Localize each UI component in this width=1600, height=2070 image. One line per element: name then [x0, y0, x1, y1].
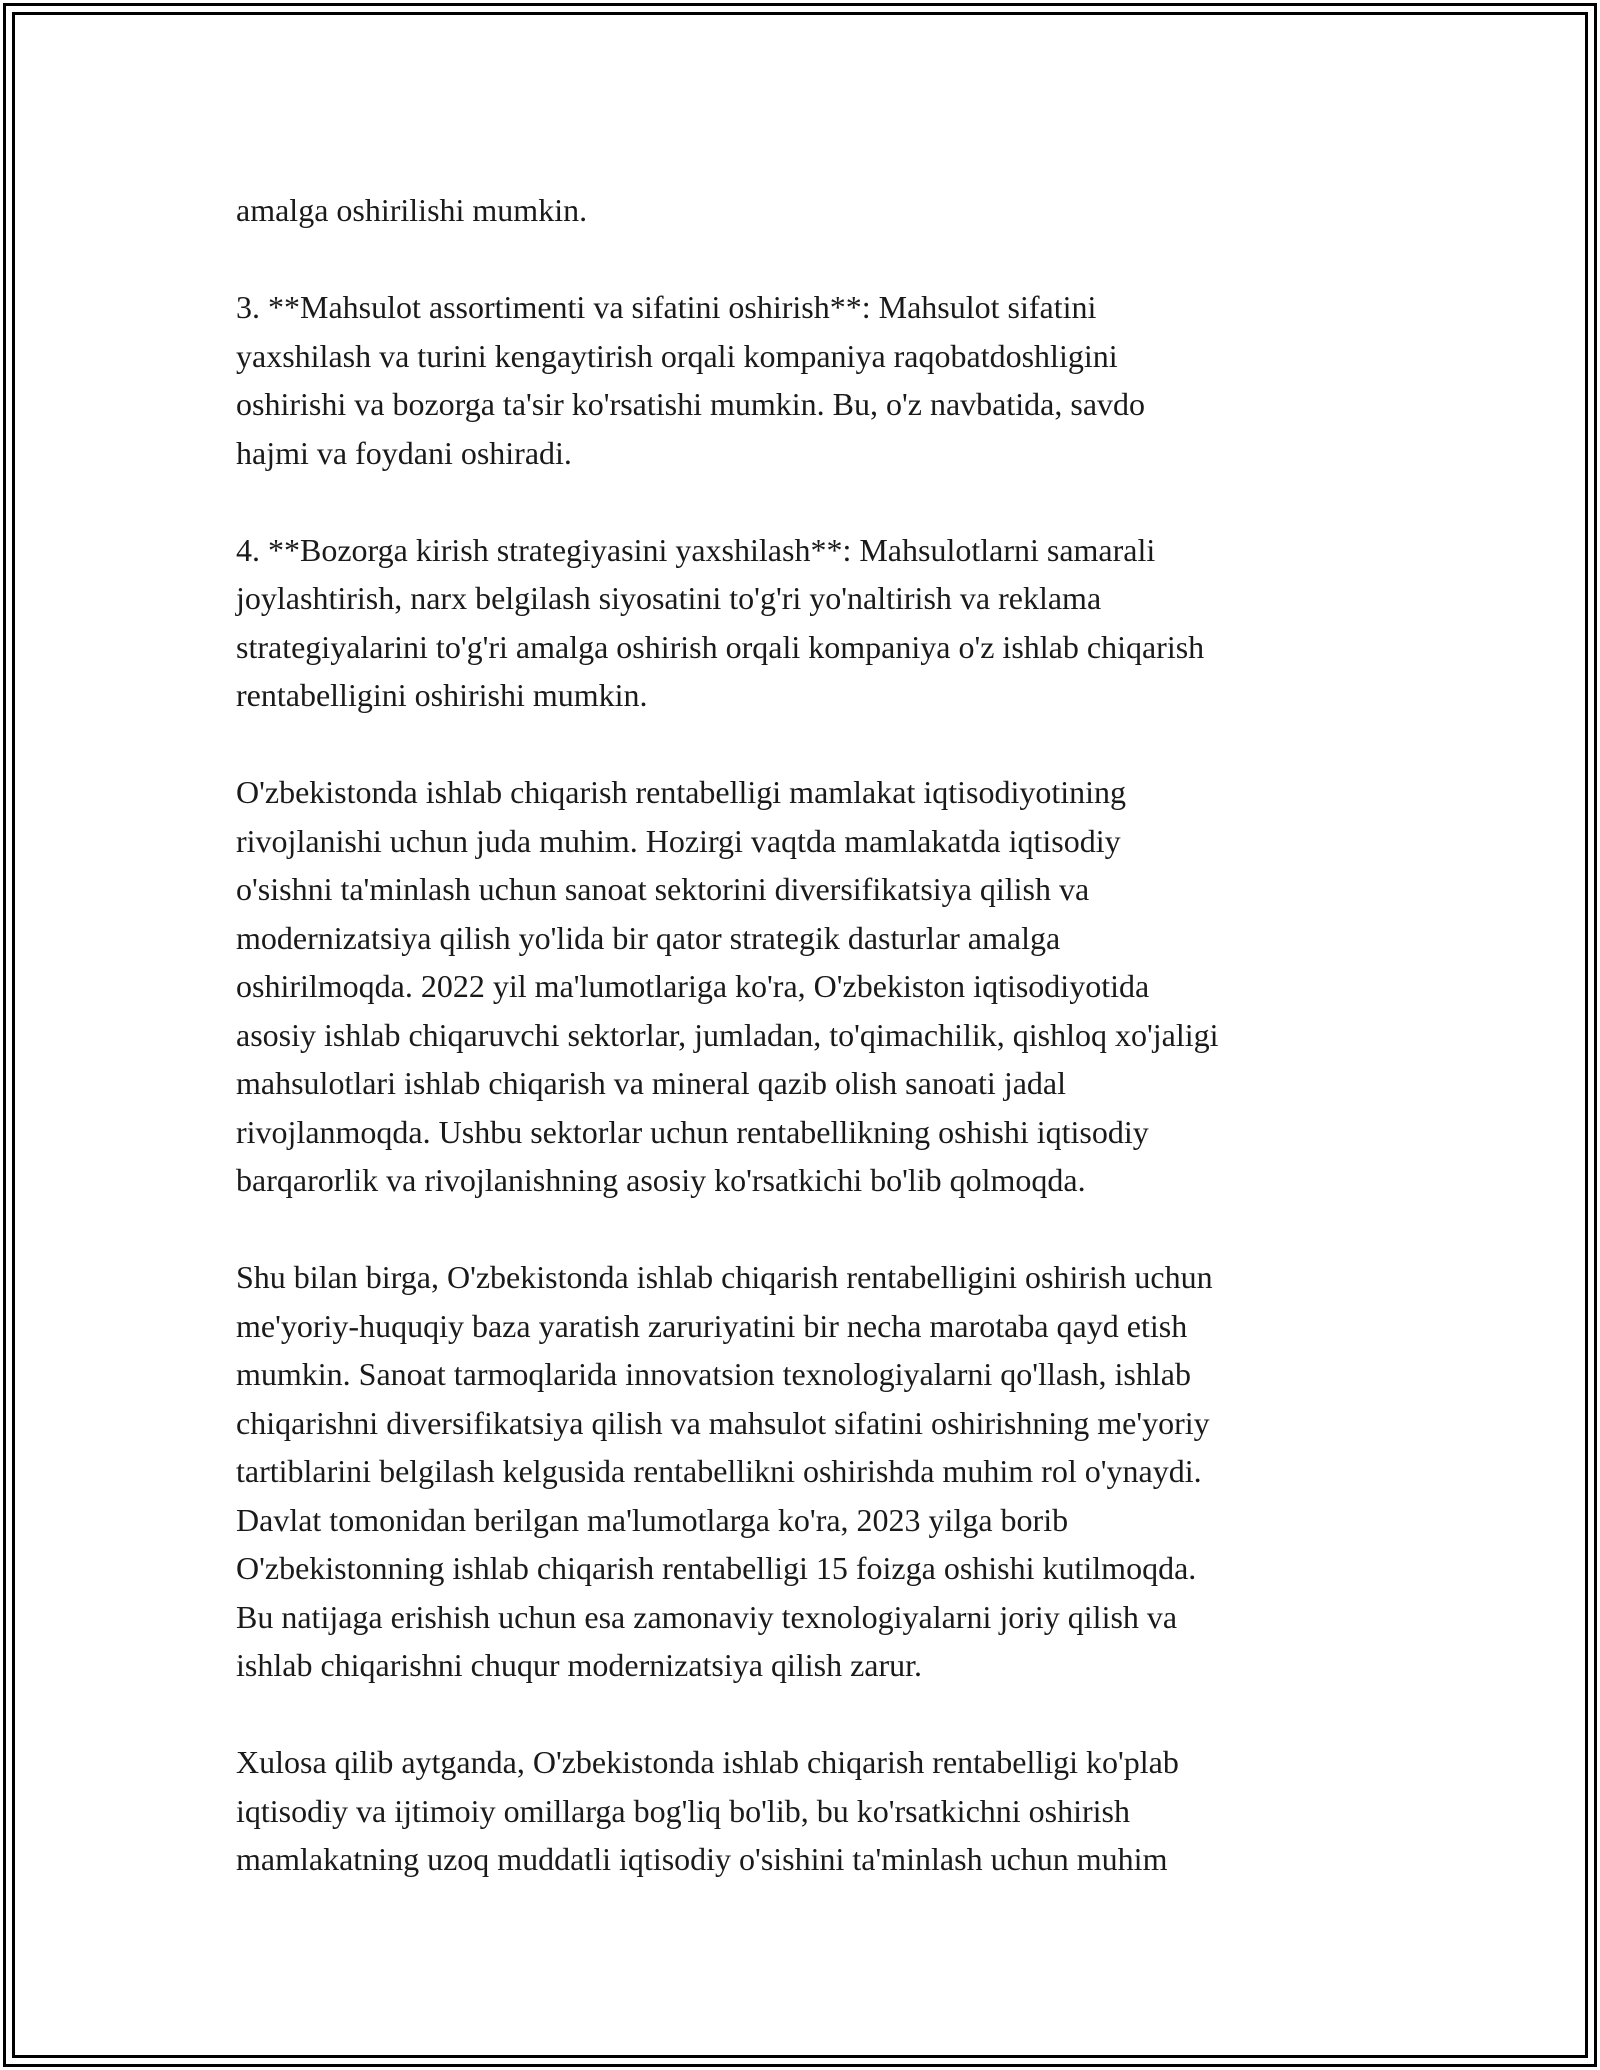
paragraph-uzbekistan-profitability [236, 768, 1386, 1205]
text-line: iqtisodiy va ijtimoiy omillarga bog'liq bo'lib, bu ko'rsatkichni oshirish [236, 1792, 1130, 1829]
text-line: Shu bilan birga, O'zbekistonda ishlab chiqarish rentabelligini oshirish uchun [236, 1259, 1213, 1295]
text-line: Davlat tomonidan berilgan ma'lumotlarga ko'ra, 2023 yilga borib [236, 1501, 1069, 1538]
text-line: o'sishni ta'minlash uchun sanoat sektorini diversifikatsiya qilish va [236, 871, 1090, 907]
text-line: 4. **Bozorga kirish strategiyasini yaxshilash**: Mahsulotlarni samarali [236, 531, 1156, 568]
text-line: hajmi va foydani oshiradi. [236, 434, 572, 471]
text-line: joylashtirish, narx belgilash siyosatini to'g'ri yo'naltirish va reklama [236, 580, 1102, 616]
paragraph-item-3-assortment [236, 283, 1386, 477]
text-line: mumkin. Sanoat tarmoqlarida innovatsion texnologiyalarni qo'llash, ishlab [236, 1356, 1191, 1392]
text-line: 3. **Mahsulot assortimenti va sifatini oshirish**: Mahsulot sifatini [236, 289, 1097, 325]
text-line: modernizatsiya qilish yo'lida bir qator strategik dasturlar amalga [236, 919, 1061, 956]
paragraph-item-4-market-entry [236, 526, 1386, 720]
paragraph-conclusion [236, 1738, 1386, 1884]
text-line: mamlakatning uzoq muddatli iqtisodiy o'sishini ta'minlash uchun muhim [236, 1841, 1168, 1877]
paragraph-regulatory-framework [236, 1253, 1386, 1690]
text-line: chiqarishni diversifikatsiya qilish va mahsulot sifatini oshirishning me'yoriy [236, 1404, 1210, 1441]
text-line: rivojlanmoqda. Ushbu sektorlar uchun rentabellikning oshishi iqtisodiy [236, 1113, 1149, 1150]
text-line: barqarorlik va rivojlanishning asosiy ko'rsatkichi bo'lib qolmoqda. [236, 1162, 1086, 1198]
text-line: mahsulotlari ishlab chiqarish va mineral qazib olish sanoati jadal [236, 1065, 1066, 1101]
document-body [236, 186, 1386, 1932]
text-line: rentabelligini oshirishi mumkin. [236, 677, 648, 713]
text-line: O'zbekistonning ishlab chiqarish rentabelligi 15 foizga oshishi kutilmoqda. [236, 1550, 1197, 1586]
text-line: me'yoriy-huquqiy baza yaratish zaruriyatini bir necha marotaba qayd etish [236, 1307, 1188, 1344]
text-line: ishlab chiqarishni chuqur modernizatsiya qilish zarur. [236, 1647, 923, 1683]
text-line: oshirilmoqda. 2022 yil ma'lumotlariga ko'ra, O'zbekiston iqtisodiyotida [236, 968, 1150, 1004]
text-line: Bu natijaga erishish uchun esa zamonaviy texnologiyalarni joriy qilish va [236, 1598, 1178, 1635]
text-line: yaxshilash va turini kengaytirish orqali kompaniya raqobatdoshligini [236, 337, 1118, 374]
text-line: strategiyalarini to'g'ri amalga oshirish orqali kompaniya o'z ishlab chiqarish [236, 628, 1205, 665]
text-line: amalga oshirilishi mumkin. [236, 192, 588, 228]
text-line: Xulosa qilib aytganda, O'zbekistonda ishlab chiqarish rentabelligi ko'plab [236, 1744, 1179, 1780]
text-line: oshirishi va bozorga ta'sir ko'rsatishi mumkin. Bu, o'z navbatida, savdo [236, 386, 1146, 422]
text-line: asosiy ishlab chiqaruvchi sektorlar, jumladan, to'qimachilik, qishloq xo'jaligi [236, 1016, 1219, 1053]
text-line: O'zbekistonda ishlab chiqarish rentabelligi mamlakat iqtisodiyotining [236, 774, 1127, 810]
text-line: rivojlanishi uchun juda muhim. Hozirgi vaqtda mamlakatda iqtisodiy [236, 822, 1121, 859]
text-line: tartiblarini belgilash kelgusida rentabellikni oshirishda muhim rol o'ynaydi. [236, 1453, 1202, 1489]
paragraph-continuation [236, 186, 1386, 235]
